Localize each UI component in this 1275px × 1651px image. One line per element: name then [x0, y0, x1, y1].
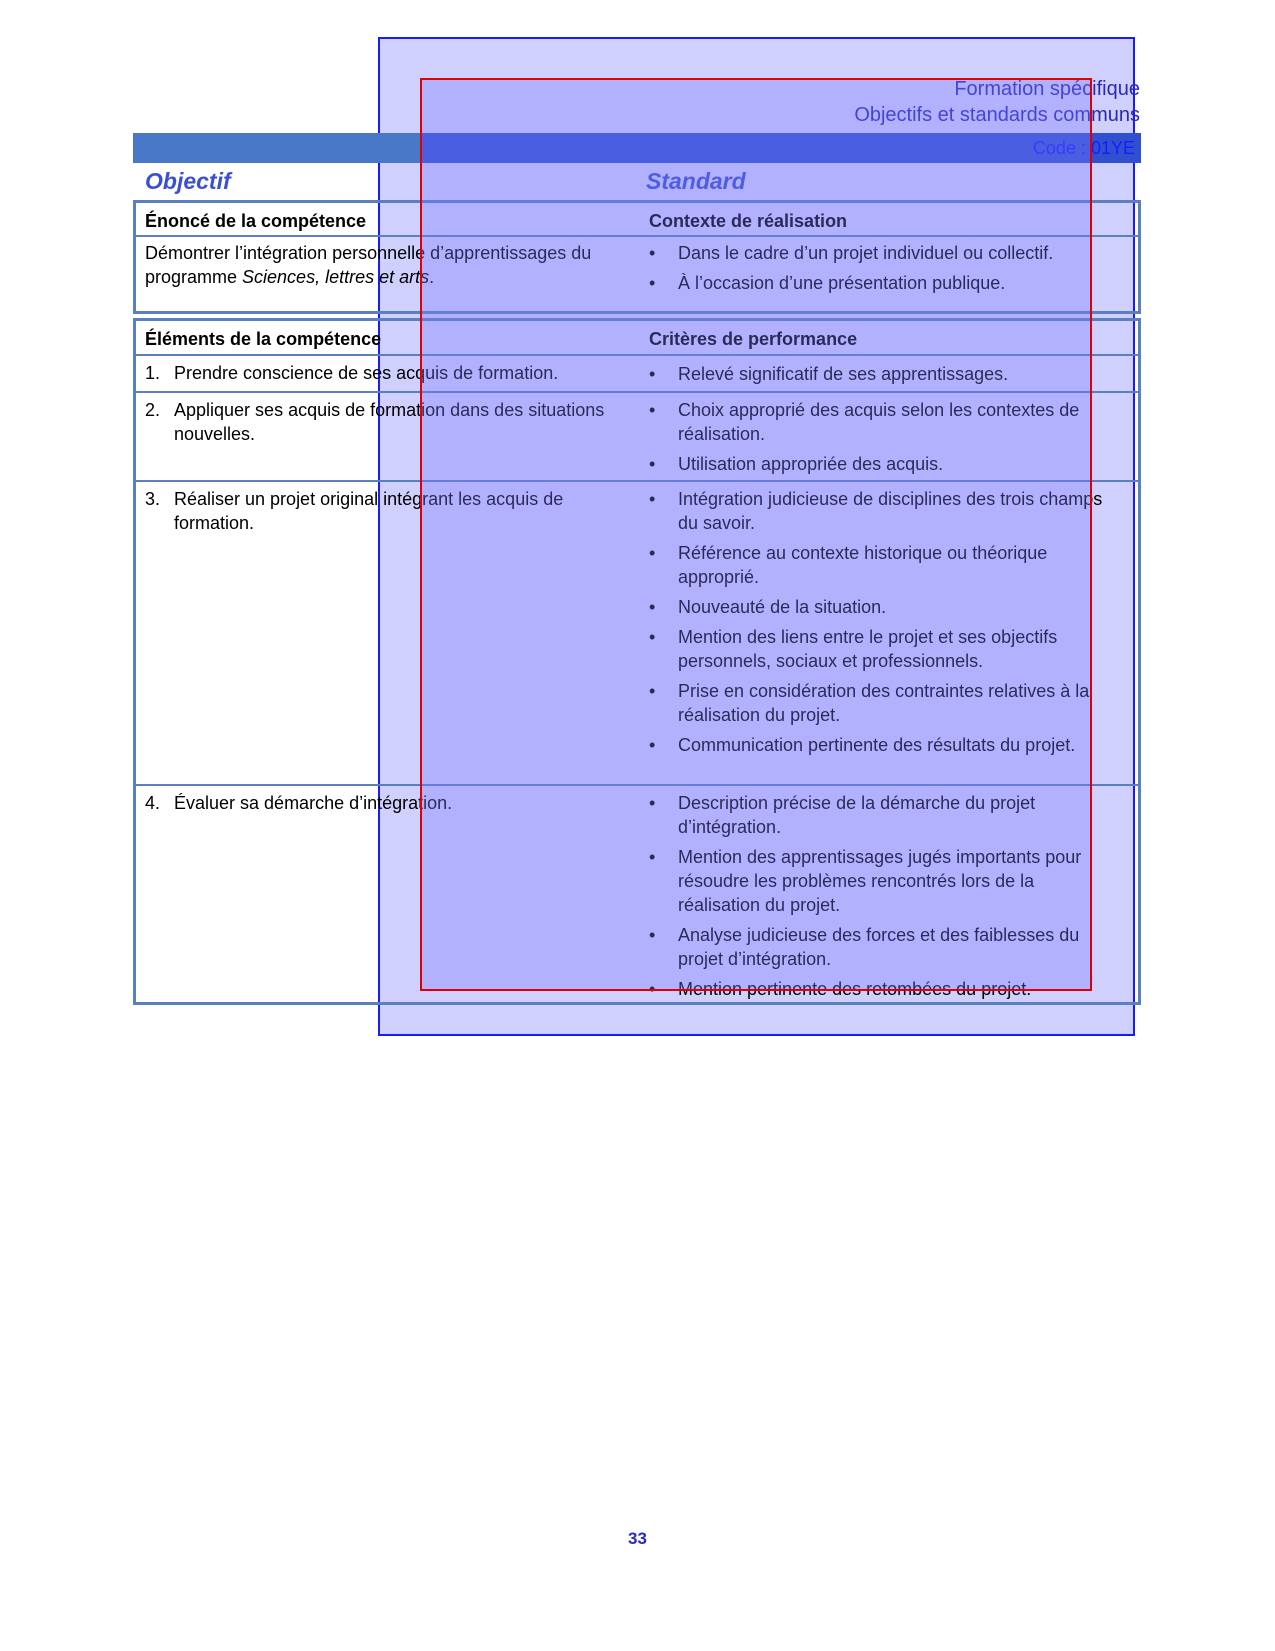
- course-code: Code : 01YE: [1032, 138, 1135, 158]
- criterion-item: • Nouveauté de la situation.: [649, 597, 887, 617]
- criterion-item: • Mention pertinente des retombées du projet.: [649, 979, 1032, 999]
- criteria-title: Critères de performance: [649, 329, 858, 349]
- elements-title: Éléments de la compétence: [145, 329, 382, 349]
- criterion-item: • Relevé significatif de ses apprentissages.: [649, 364, 1009, 384]
- criterion-item: • Utilisation appropriée des acquis.: [649, 454, 944, 474]
- enonce-title: Énoncé de la compétence: [145, 211, 367, 231]
- header-line-1: Formation spécifique: [954, 78, 1140, 100]
- selection-overlay-inner: [420, 78, 1092, 991]
- header-line-2: Objectifs et standards communs: [854, 104, 1140, 126]
- element-text: 2. Appliquer ses acquis de formation dans des situations nouvelles.: [145, 400, 605, 444]
- context-title: Contexte de réalisation: [649, 211, 848, 231]
- column-heading-standard: Standard: [646, 168, 746, 194]
- context-item: • À l’occasion d’une présentation publique.: [649, 273, 1006, 293]
- criterion-item: • Communication pertinente des résultats du projet.: [649, 735, 1076, 755]
- page-number: 33: [628, 1529, 647, 1548]
- enonce-text: Démontrer l’intégration personnelle d’apprentissages du programme Sciences, lettres et arts.: [145, 243, 592, 287]
- column-heading-objectif: Objectif: [145, 168, 231, 194]
- element-text: 4. Évaluer sa démarche d’intégration.: [145, 793, 453, 813]
- criterion-item: • Mention des liens entre le projet et ses objectifs personnels, sociaux et professionnels.: [649, 627, 1058, 671]
- criterion-item: • Mention des apprentissages jugés importants pour résoudre les problèmes rencontrés lors de la réalisation du projet.: [649, 847, 1082, 915]
- context-item: • Dans le cadre d’un projet individuel ou collectif.: [649, 243, 1054, 263]
- criterion-item: • Description précise de la démarche du projet d’intégration.: [649, 793, 1036, 837]
- criterion-item: • Choix approprié des acquis selon les contextes de réalisation.: [649, 400, 1080, 444]
- element-text: 1. Prendre conscience de ses acquis de formation.: [145, 363, 559, 383]
- criterion-item: • Référence au contexte historique ou théorique approprié.: [649, 543, 1048, 587]
- criterion-item: • Prise en considération des contraintes relatives à la réalisation du projet.: [649, 681, 1090, 725]
- element-text: 3. Réaliser un projet original intégrant les acquis de formation.: [145, 489, 564, 533]
- criterion-item: • Analyse judicieuse des forces et des faiblesses du projet d’intégration.: [649, 925, 1080, 969]
- criterion-item: • Intégration judicieuse de disciplines des trois champs du savoir.: [649, 489, 1103, 533]
